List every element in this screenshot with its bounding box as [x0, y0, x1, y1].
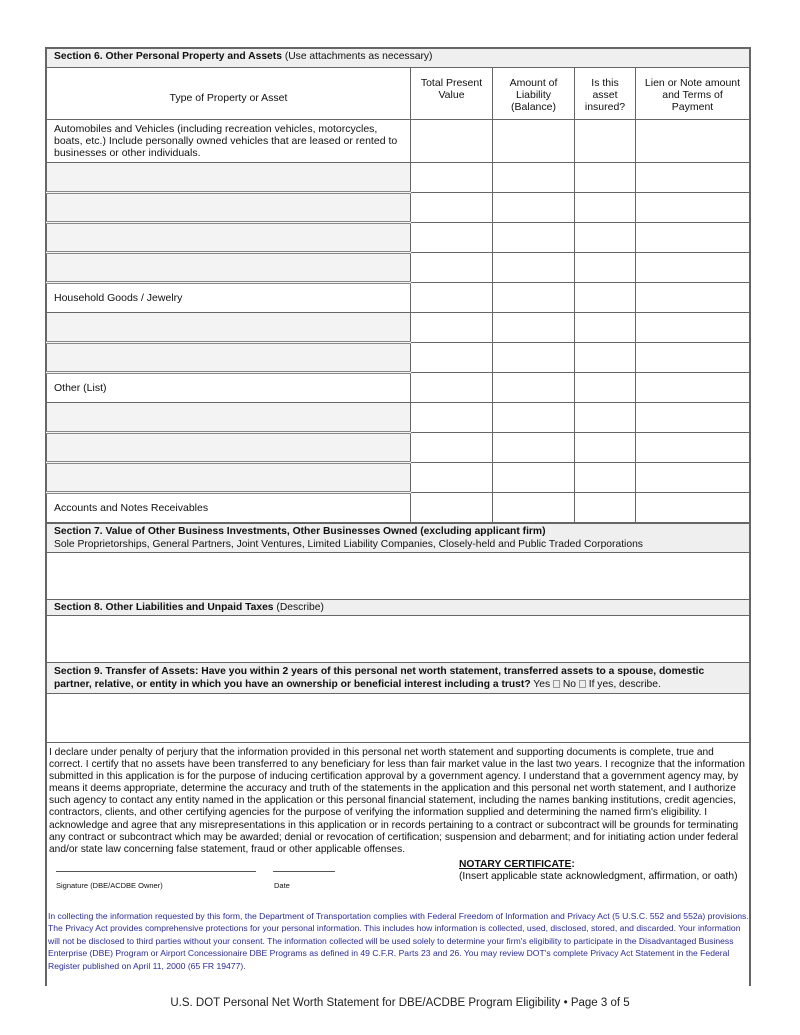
table-row — [47, 313, 750, 343]
signature-label: Signature (DBE/ACDBE Owner) — [56, 881, 163, 890]
table-row — [47, 433, 750, 463]
lien-terms-cell[interactable] — [636, 433, 750, 463]
table-row — [47, 463, 750, 493]
privacy-statement: In collecting the information requested by this form, the Department of Transportation complies with Federal Freedom of Information and Privacy Act (5 U.S.C. 552 and 552a) provisions. The Privacy Act provides comprehensive protections for your personal information. This includes how information is collected, used, disclosed, stored, and discarded. Your information will not be disclosed to third parties without your consent. The information collected will be used solely to determine your firm's eligibility to participate in the Disadvantaged Business Enterprise (DBE) Program or Airport Concessionaire DBE Programs as defined in 49 C.F.R. Parts 23 and 26. You may review DOT's complete Privacy Act Statement in the Federal Register published on April 11, 2000 (65 FR 19477). — [48, 911, 749, 971]
lien-terms-cell[interactable] — [636, 373, 750, 403]
section9-title: Section 9. Transfer of Assets: Have you within 2 years of this personal net worth statement, transferred assets to a spouse, domestic partner, relative, or entity in which you have an ownership or beneficial interest including a trust? — [54, 666, 705, 690]
asset-type-cell[interactable] — [47, 403, 411, 433]
insured-cell[interactable] — [575, 253, 636, 283]
liability-cell[interactable] — [493, 433, 575, 463]
present-value-cell[interactable] — [411, 313, 493, 343]
date-line[interactable] — [273, 871, 335, 872]
section9-note: If yes, describe. — [585, 679, 661, 690]
page-footer: U.S. DOT Personal Net Worth Statement for DBE/ACDBE Program Eligibility • Page 3 of 5 — [170, 997, 630, 1009]
asset-type-cell[interactable]: Accounts and Notes Receivables — [47, 493, 411, 523]
insured-cell[interactable] — [575, 343, 636, 373]
liability-cell[interactable] — [493, 223, 575, 253]
insured-cell[interactable] — [575, 163, 636, 193]
lien-terms-cell[interactable] — [636, 253, 750, 283]
personal-net-worth-form — [45, 47, 751, 986]
present-value-cell[interactable] — [411, 120, 493, 163]
table-row — [47, 223, 750, 253]
lien-terms-cell[interactable] — [636, 163, 750, 193]
column-header: Amount of Liability (Balance) — [493, 68, 575, 120]
notary-note: (Insert applicable state acknowledgment, affirmation, or oath) — [459, 871, 738, 883]
lien-terms-cell[interactable] — [636, 463, 750, 493]
section7-title: Section 7. Value of Other Business Investments, Other Businesses Owned (excluding applicant firm) — [54, 526, 546, 537]
liability-cell[interactable] — [493, 403, 575, 433]
column-header: Lien or Note amount and Terms of Payment — [636, 68, 750, 120]
present-value-cell[interactable] — [411, 163, 493, 193]
present-value-cell[interactable] — [411, 223, 493, 253]
present-value-cell[interactable] — [411, 373, 493, 403]
yes-checkbox[interactable] — [553, 680, 560, 688]
liability-cell[interactable] — [493, 253, 575, 283]
asset-type-cell[interactable] — [47, 163, 411, 193]
section8-note: (Describe) — [273, 602, 324, 613]
column-header: Is this asset insured? — [575, 68, 636, 120]
section6-table — [46, 48, 750, 523]
section7-input[interactable] — [47, 553, 750, 600]
table-row — [47, 193, 750, 223]
insured-cell[interactable] — [575, 223, 636, 253]
insured-cell[interactable] — [575, 493, 636, 523]
section6-title: Section 6. Other Personal Property and Assets — [54, 51, 282, 62]
lien-terms-cell[interactable] — [636, 193, 750, 223]
lien-terms-cell[interactable] — [636, 343, 750, 373]
insured-cell[interactable] — [575, 463, 636, 493]
table-row — [47, 493, 750, 523]
table-row — [47, 343, 750, 373]
lien-terms-cell[interactable] — [636, 403, 750, 433]
asset-type-cell[interactable] — [47, 193, 411, 223]
table-row — [47, 163, 750, 193]
declaration-text: I declare under penalty of perjury that the information provided in this personal net worth statement and supporting documents is complete, true and correct. I certify that no assets have been transferred to any beneficiary for less than fair market value in the last two years. I recognize that the information submitted in this application is for the purpose of inducing certification approval by a government agency. I understand that a government agency may, by means it deems appropriate, determine the accuracy and truth of the statements in the application and this personal net worth statement, and I authorize such agency to contact any entity named in the application or this personal financial statement, including the names banking institutions, credit agencies, contractors, clients, and other certifying agencies for the purpose of verifying the information supplied and determining the named firm's eligibility. I acknowledge and agree that any misrepresentations in this application or in records pertaining to a contract or subcontract will be grounds for terminating any contract or subcontract which may be awarded; denial or revocation of certification; suspension and debarment; and for initiating action under federal and/or state law concerning false statement, fraud or other applicable offenses. — [49, 747, 745, 855]
liability-cell[interactable] — [493, 283, 575, 313]
asset-type-cell[interactable]: Automobiles and Vehicles (including recreation vehicles, motorcycles, boats, etc.) Include personally owned vehicles that are leased or rented to businesses or other individuals. — [47, 120, 411, 163]
liability-cell[interactable] — [493, 373, 575, 403]
liability-cell[interactable] — [493, 343, 575, 373]
present-value-cell[interactable] — [411, 493, 493, 523]
lien-terms-cell[interactable] — [636, 120, 750, 163]
section7-subtitle: Sole Proprietorships, General Partners, Joint Ventures, Limited Liability Companies, Closely-held and Public Traded Corporations — [54, 539, 643, 550]
present-value-cell[interactable] — [411, 253, 493, 283]
lien-terms-cell[interactable] — [636, 313, 750, 343]
present-value-cell[interactable] — [411, 433, 493, 463]
liability-cell[interactable] — [493, 493, 575, 523]
no-label: No — [559, 679, 579, 690]
asset-type-cell[interactable] — [47, 253, 411, 283]
section8-header — [47, 600, 750, 616]
signature-line[interactable] — [56, 871, 256, 872]
section7-header — [47, 524, 750, 553]
date-label: Date — [274, 881, 290, 890]
table-row — [47, 283, 750, 313]
insured-cell[interactable] — [575, 313, 636, 343]
notary-colon: : — [571, 859, 575, 870]
notary-title: NOTARY CERTIFICATE — [459, 859, 572, 870]
declaration-block — [46, 743, 750, 986]
insured-cell[interactable] — [575, 373, 636, 403]
liability-cell[interactable] — [493, 463, 575, 493]
table-row — [47, 403, 750, 433]
insured-cell[interactable] — [575, 433, 636, 463]
table-row — [47, 253, 750, 283]
liability-cell[interactable] — [493, 120, 575, 163]
lien-terms-cell[interactable] — [636, 493, 750, 523]
asset-type-cell[interactable] — [47, 313, 411, 343]
section9-header — [47, 663, 750, 694]
yes-label: Yes — [530, 679, 553, 690]
section6-note: (Use attachments as necessary) — [281, 51, 433, 62]
asset-type-cell[interactable] — [47, 223, 411, 253]
section8-title: Section 8. Other Liabilities and Unpaid Taxes — [54, 602, 274, 613]
present-value-cell[interactable] — [411, 403, 493, 433]
no-checkbox[interactable] — [579, 680, 586, 688]
section9-input[interactable] — [47, 694, 750, 743]
present-value-cell[interactable] — [411, 463, 493, 493]
lien-terms-cell[interactable] — [636, 223, 750, 253]
asset-type-cell[interactable] — [47, 463, 411, 493]
asset-type-cell[interactable]: Other (List) — [47, 373, 411, 403]
notary-certificate — [459, 859, 738, 883]
insured-cell[interactable] — [575, 403, 636, 433]
lien-terms-cell[interactable] — [636, 283, 750, 313]
liability-cell[interactable] — [493, 193, 575, 223]
insured-cell[interactable] — [575, 283, 636, 313]
asset-type-cell[interactable] — [47, 433, 411, 463]
liability-cell[interactable] — [493, 313, 575, 343]
insured-cell[interactable] — [575, 193, 636, 223]
insured-cell[interactable] — [575, 120, 636, 163]
table-row — [47, 373, 750, 403]
present-value-cell[interactable] — [411, 283, 493, 313]
liability-cell[interactable] — [493, 163, 575, 193]
asset-type-cell[interactable]: Household Goods / Jewelry — [47, 283, 411, 313]
table-row — [47, 120, 750, 163]
section8-input[interactable] — [47, 616, 750, 663]
asset-type-cell[interactable] — [47, 343, 411, 373]
present-value-cell[interactable] — [411, 193, 493, 223]
section6-header — [47, 49, 750, 68]
column-header: Type of Property or Asset — [47, 68, 411, 120]
column-header: Total Present Value — [411, 68, 493, 120]
present-value-cell[interactable] — [411, 343, 493, 373]
